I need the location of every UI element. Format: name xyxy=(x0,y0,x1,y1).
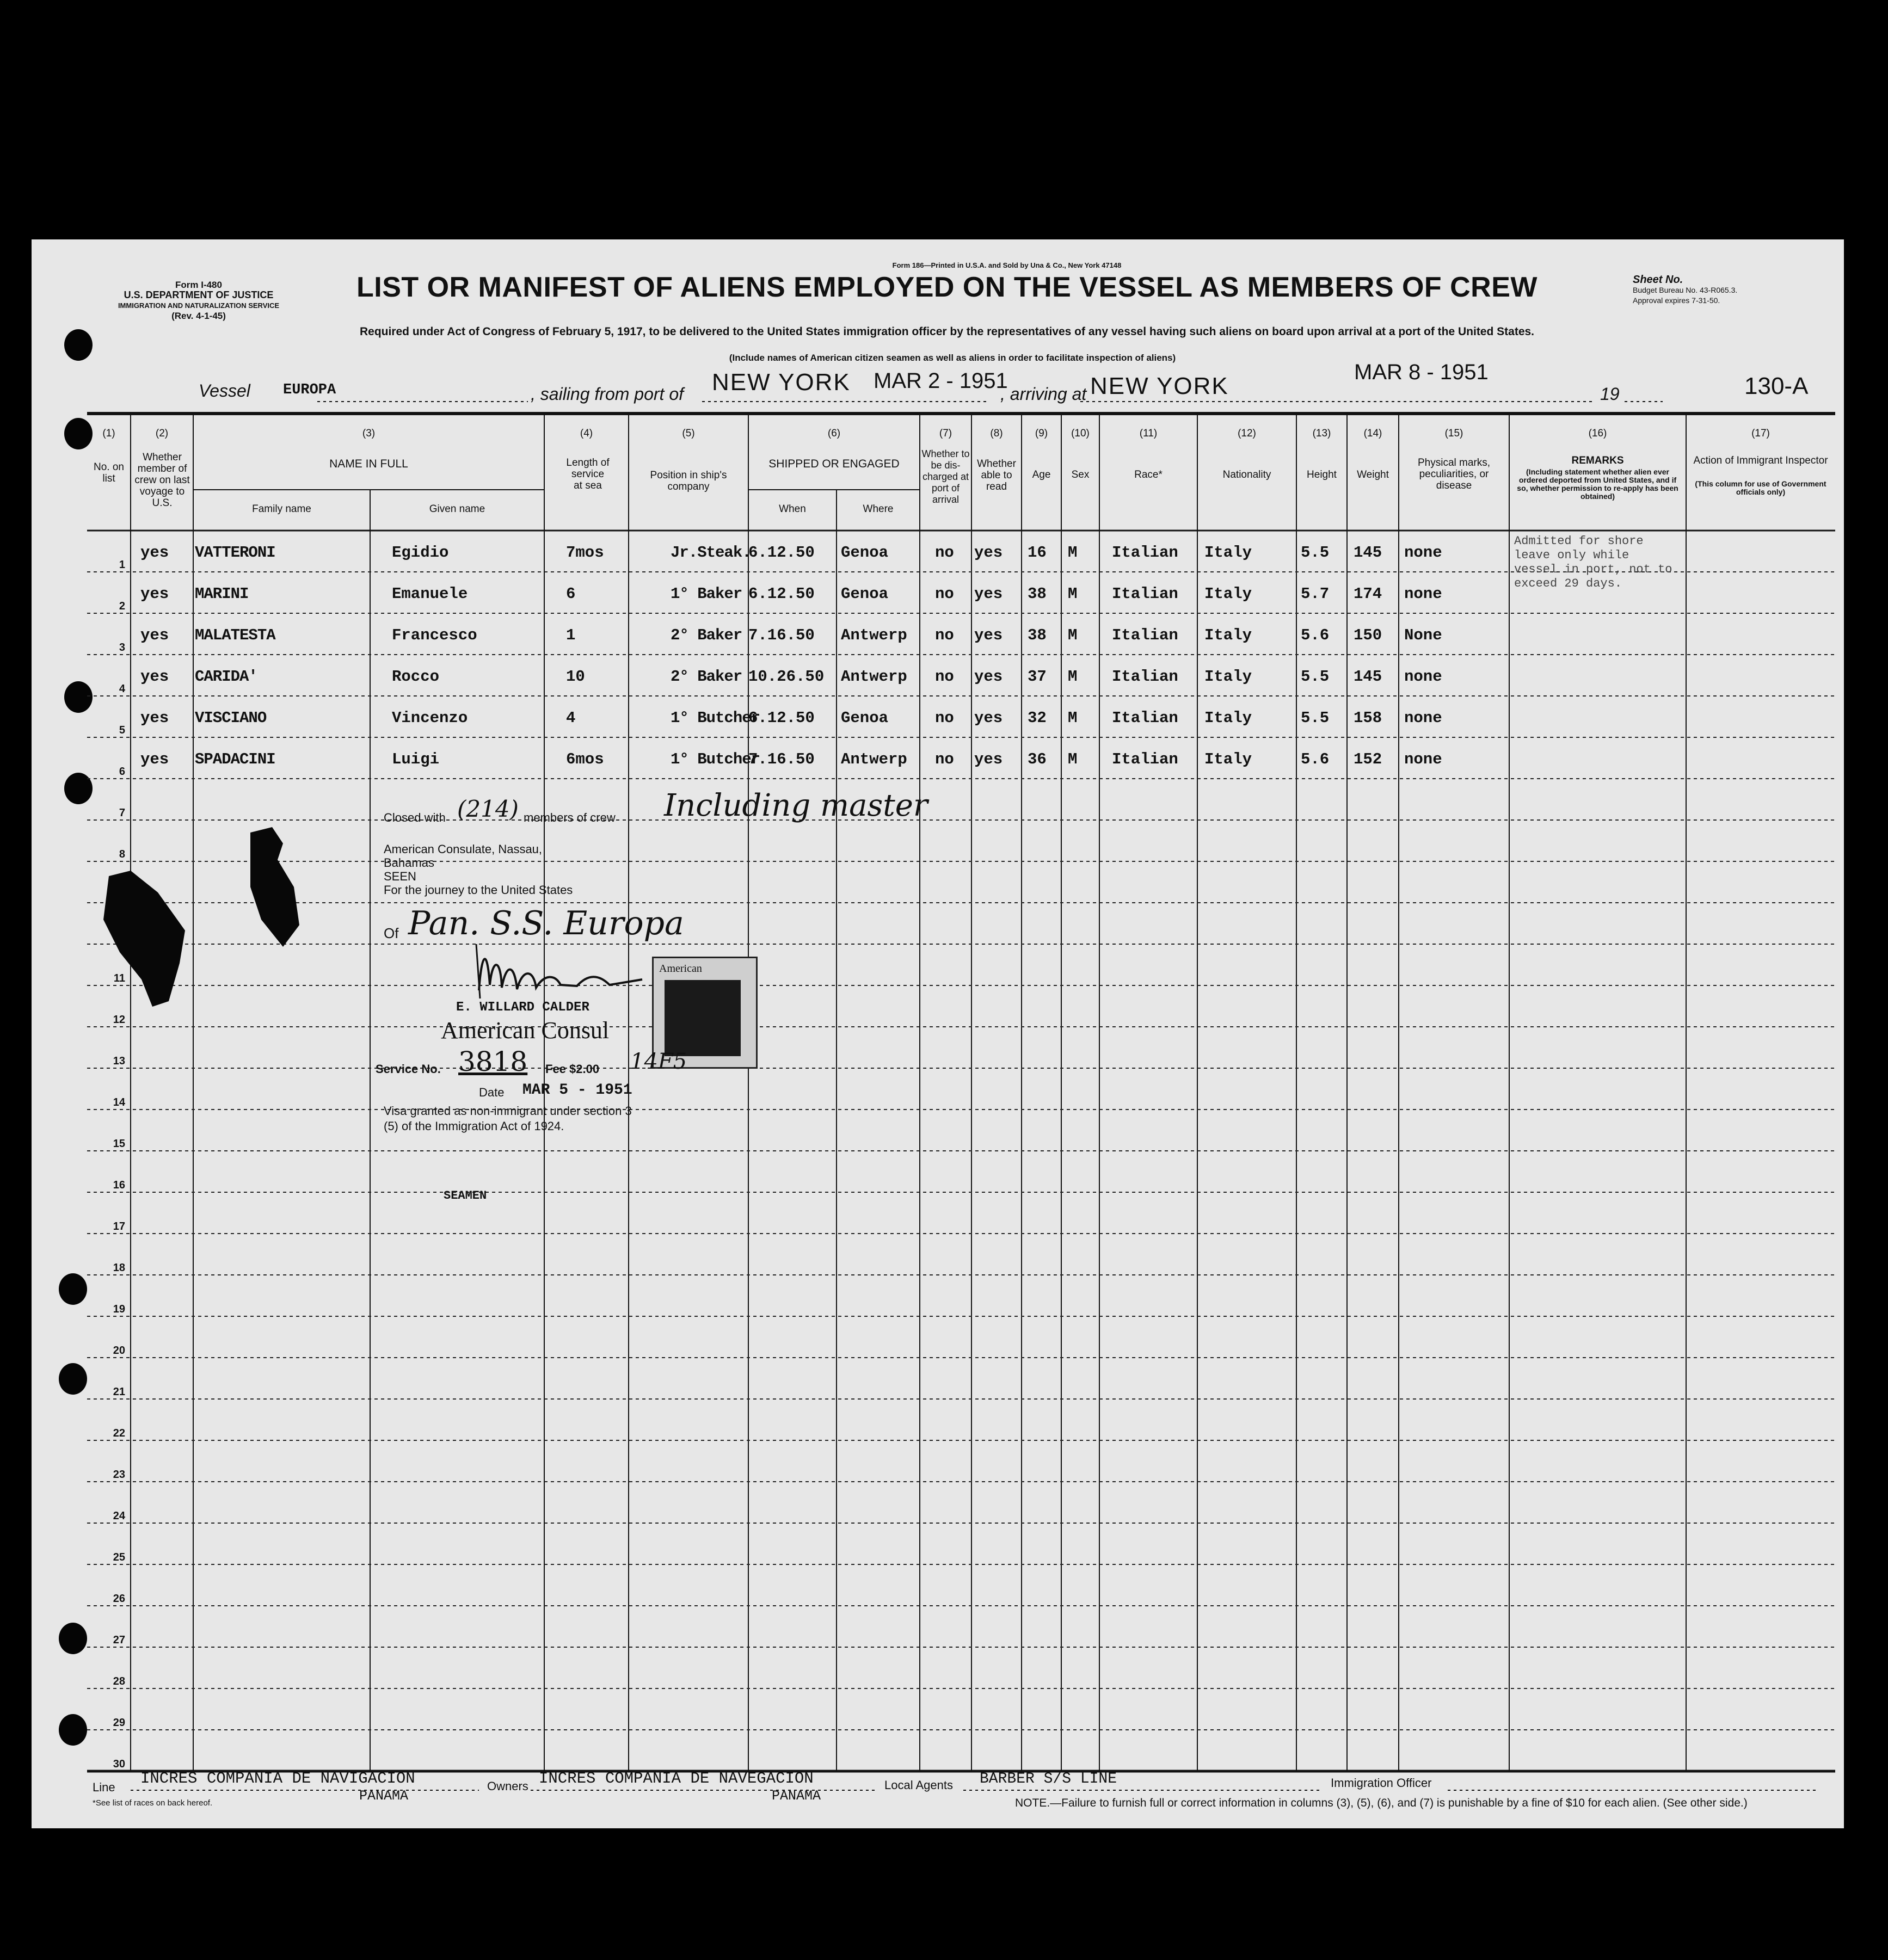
sailing-label: , sailing from port of xyxy=(531,384,684,404)
shipped-where-cell: Genoa xyxy=(841,709,889,727)
nationality-cell: Italy xyxy=(1204,668,1252,686)
position-cell: 1° Baker xyxy=(671,585,742,603)
line-number: 2 xyxy=(119,600,125,612)
header-inspector-action: Action of Immigrant Inspector xyxy=(1693,455,1828,466)
family-name-cell: VISCIANO xyxy=(195,709,267,727)
header-race: Race* xyxy=(1134,469,1163,480)
position-cell: 1° Butcher xyxy=(671,709,760,727)
height-cell: 5.7 xyxy=(1301,585,1330,603)
header-position: Position in ship's company xyxy=(650,470,727,492)
physical-marks-cell: none xyxy=(1404,668,1442,686)
able-to-read-cell: yes xyxy=(974,750,1003,768)
discharged-cell: no xyxy=(935,668,954,686)
line-number: 15 xyxy=(113,1138,125,1150)
header-shipped-or-engaged: SHIPPED OR ENGAGED xyxy=(768,458,900,470)
form-subnote: (Include names of American citizen seamen as well as aliens in order to facilitate inspection of aliens) xyxy=(729,353,1176,363)
service-length-cell: 7mos xyxy=(566,544,604,562)
col-num-3: (3) xyxy=(362,428,376,439)
discharged-cell: no xyxy=(935,585,954,603)
service-length-cell: 10 xyxy=(566,668,585,686)
consulate-name: American Consulate, Nassau, xyxy=(384,842,543,856)
line-number: 8 xyxy=(119,848,125,860)
stamp-journey: For the journey to the United States xyxy=(384,883,573,897)
line-number: 16 xyxy=(113,1179,125,1191)
header-no-on-list: No. on list xyxy=(94,461,124,484)
able-to-read-cell: yes xyxy=(974,668,1003,686)
line-number: 29 xyxy=(113,1717,125,1729)
header-inspector-note: (This column for use of Government officials only) xyxy=(1695,479,1826,496)
previous-voyage-cell: yes xyxy=(140,585,169,603)
service-length-cell: 1 xyxy=(566,626,576,644)
revenue-stamp-label: American xyxy=(659,963,702,975)
shipped-when-cell: 6.12.50 xyxy=(748,585,815,603)
col-num-5: (5) xyxy=(682,428,695,439)
sheet-reference: 130-A xyxy=(1744,373,1809,399)
service-label: Service No. xyxy=(376,1062,441,1076)
physical-marks-cell: None xyxy=(1404,626,1442,644)
weight-cell: 174 xyxy=(1354,585,1382,603)
footer-owners-value: INCRES COMPANIA DE NAVEGACION xyxy=(539,1770,814,1788)
line-number: 22 xyxy=(113,1427,125,1439)
line-number: 21 xyxy=(113,1386,125,1398)
previous-voyage-cell: yes xyxy=(140,709,169,727)
line-number: 5 xyxy=(119,724,125,736)
weight-cell: 145 xyxy=(1354,668,1382,686)
header-remarks: REMARKS xyxy=(1571,455,1624,466)
height-cell: 5.5 xyxy=(1301,709,1330,727)
col-num-15: (15) xyxy=(1444,428,1463,439)
col-num-13: (13) xyxy=(1312,428,1331,439)
footer-line-label: Line xyxy=(93,1780,115,1794)
line-number: 30 xyxy=(113,1758,125,1770)
race-cell: Italian xyxy=(1112,750,1178,768)
nationality-cell: Italy xyxy=(1204,585,1252,603)
shipped-where-cell: Genoa xyxy=(841,585,889,603)
header-length-of-service: Length of service at sea xyxy=(566,457,610,491)
col-num-10: (10) xyxy=(1071,428,1090,439)
visa-text: Visa granted as non-immigrant under section 3 (5) of the Immigration Act of 1924. xyxy=(384,1104,632,1133)
sex-cell: M xyxy=(1068,750,1078,768)
sex-cell: M xyxy=(1068,585,1078,603)
stamp-seen: SEEN xyxy=(384,870,416,883)
footer-note: NOTE.—Failure to furnish full or correct information in columns (3), (5), (6), and (7) is punishable by a fine of $10 for each alien. (See other side.) xyxy=(1015,1797,1748,1809)
sex-cell: M xyxy=(1068,709,1078,727)
previous-voyage-cell: yes xyxy=(140,668,169,686)
header-previous-voyage: Whether member of crew on last voyage to U.S. xyxy=(134,452,190,509)
line-number: 18 xyxy=(113,1262,125,1274)
col-num-1: (1) xyxy=(102,428,115,439)
consul-name: E. WILLARD CALDER xyxy=(456,1000,589,1015)
discharged-cell: no xyxy=(935,544,954,562)
col-num-17: (17) xyxy=(1751,428,1770,439)
age-cell: 38 xyxy=(1028,626,1047,644)
col-num-8: (8) xyxy=(990,428,1003,439)
family-name-cell: MARINI xyxy=(195,585,249,603)
weight-cell: 145 xyxy=(1354,544,1382,562)
line-number: 13 xyxy=(113,1055,125,1067)
footer-officer-label: Immigration Officer xyxy=(1331,1776,1432,1790)
nationality-cell: Italy xyxy=(1204,544,1252,562)
year-label: 19 xyxy=(1600,384,1620,404)
line-number: 26 xyxy=(113,1593,125,1605)
header-where: Where xyxy=(863,503,894,515)
fee-handwritten: 14F5 xyxy=(630,1049,687,1074)
stamp-vessel-handwritten: Pan. S.S. Europa xyxy=(408,904,684,942)
height-cell: 5.5 xyxy=(1301,544,1330,562)
arrival-date: MAR 8 - 1951 xyxy=(1354,360,1489,384)
arriving-label: , arriving at xyxy=(1000,384,1087,404)
sailing-date: MAR 2 - 1951 xyxy=(874,369,1008,393)
form-agency-block: Form I-480 U.S. DEPARTMENT OF JUSTICE IMMIGRATION AND NATURALIZATION SERVICE (Rev. 4-1-45) xyxy=(118,280,280,321)
shipped-when-cell: 7.16.50 xyxy=(748,626,815,644)
given-name-cell: Luigi xyxy=(392,750,440,768)
given-name-cell: Francesco xyxy=(392,626,477,644)
fee-label: Fee $2.00 xyxy=(545,1062,600,1076)
service-number: 3818 xyxy=(458,1046,528,1077)
form-subtitle: Required under Act of Congress of February 5, 1917, to be delivered to the United States immigration officer by the representatives of any vessel having such aliens on board upon arrival at a port of the United States. xyxy=(359,325,1535,338)
line-number: 28 xyxy=(113,1675,125,1687)
stamp-of-label: Of xyxy=(384,925,399,941)
age-cell: 38 xyxy=(1028,585,1047,603)
given-name-cell: Emanuele xyxy=(392,585,468,603)
col-num-9: (9) xyxy=(1035,428,1048,439)
age-cell: 37 xyxy=(1028,668,1047,686)
shipped-when-cell: 7.16.50 xyxy=(748,750,815,768)
race-cell: Italian xyxy=(1112,626,1178,644)
footer-line-place: PANAMA xyxy=(359,1788,409,1804)
family-name-cell: MALATESTA xyxy=(195,626,275,644)
header-nationality: Nationality xyxy=(1222,469,1271,480)
col-num-4: (4) xyxy=(580,428,593,439)
port-to: NEW YORK xyxy=(1090,373,1229,399)
footer-agents-value: BARBER S/S LINE xyxy=(980,1771,1117,1788)
position-cell: 2° Baker xyxy=(671,668,742,686)
port-from: NEW YORK xyxy=(712,369,851,396)
header-physical-marks: Physical marks, peculiarities, or disease xyxy=(1417,457,1491,491)
line-number: 4 xyxy=(119,683,125,695)
line-number: 27 xyxy=(113,1634,125,1646)
physical-marks-cell: none xyxy=(1404,750,1442,768)
age-cell: 32 xyxy=(1028,709,1047,727)
position-cell: 2° Baker xyxy=(671,626,742,644)
line-number: 1 xyxy=(119,559,125,571)
col-num-16: (16) xyxy=(1588,428,1607,439)
line-number: 24 xyxy=(113,1510,125,1522)
previous-voyage-cell: yes xyxy=(140,750,169,768)
service-length-cell: 4 xyxy=(566,709,576,727)
height-cell: 5.6 xyxy=(1301,626,1330,644)
header-name-in-full: NAME IN FULL xyxy=(329,458,408,470)
vessel-label: Vessel xyxy=(199,381,250,400)
line-number: 17 xyxy=(113,1221,125,1232)
col-num-11: (11) xyxy=(1139,428,1158,439)
previous-voyage-cell: yes xyxy=(140,626,169,644)
form-title: LIST OR MANIFEST OF ALIENS EMPLOYED ON THE VESSEL AS MEMBERS OF CREW xyxy=(356,272,1538,303)
line-number: 23 xyxy=(113,1469,125,1481)
age-cell: 36 xyxy=(1028,750,1047,768)
physical-marks-cell: none xyxy=(1404,544,1442,562)
consul-title: American Consul xyxy=(441,1017,610,1044)
able-to-read-cell: yes xyxy=(974,709,1003,727)
line-number: 20 xyxy=(113,1345,125,1357)
remarks-shore-leave: Admitted for shore leave only while vessel in port, not to exceed 29 days. xyxy=(1514,534,1672,590)
discharged-cell: no xyxy=(935,626,954,644)
sex-cell: M xyxy=(1068,544,1078,562)
col-num-2: (2) xyxy=(155,428,169,439)
header-when: When xyxy=(779,503,806,515)
height-cell: 5.6 xyxy=(1301,750,1330,768)
footer-line-value: INCRES COMPANIA DE NAVIGACION xyxy=(140,1770,415,1788)
shipped-where-cell: Antwerp xyxy=(841,626,907,644)
footer-owners-place: PANAMA xyxy=(772,1788,821,1804)
header-height: Height xyxy=(1307,469,1337,480)
able-to-read-cell: yes xyxy=(974,544,1003,562)
vessel-name: EUROPA xyxy=(283,382,336,398)
footer-owners-label: Owners xyxy=(487,1779,528,1793)
family-name-cell: VATTERONI xyxy=(195,544,275,562)
shipped-when-cell: 6.12.50 xyxy=(748,709,815,727)
able-to-read-cell: yes xyxy=(974,626,1003,644)
including-master-note: Including master xyxy=(664,788,928,823)
line-number: 19 xyxy=(113,1303,125,1315)
line-number: 14 xyxy=(113,1096,125,1108)
nationality-cell: Italy xyxy=(1204,709,1252,727)
race-cell: Italian xyxy=(1112,668,1178,686)
consulate-place: Bahamas xyxy=(384,856,434,870)
line-number: 7 xyxy=(119,807,125,819)
age-cell: 16 xyxy=(1028,544,1047,562)
header-age: Age xyxy=(1032,469,1051,480)
footer-races-note: *See list of races on back hereof. xyxy=(93,1798,213,1808)
previous-voyage-cell: yes xyxy=(140,544,169,562)
header-given-name: Given name xyxy=(429,503,485,515)
shipped-where-cell: Genoa xyxy=(841,544,889,562)
race-cell: Italian xyxy=(1112,709,1178,727)
sex-cell: M xyxy=(1068,626,1078,644)
col-num-14: (14) xyxy=(1363,428,1382,439)
crew-count: (214) xyxy=(457,796,519,822)
given-name-cell: Egidio xyxy=(392,544,449,562)
shipped-when-cell: 6.12.50 xyxy=(748,544,815,562)
line-number: 25 xyxy=(113,1551,125,1563)
stamp-date: MAR 5 - 1951 xyxy=(522,1082,632,1099)
col-num-6: (6) xyxy=(827,428,841,439)
line-number: 3 xyxy=(119,642,125,654)
service-length-cell: 6 xyxy=(566,585,576,603)
shipped-where-cell: Antwerp xyxy=(841,668,907,686)
position-cell: Jr.Steak. xyxy=(671,544,751,562)
line-number: 12 xyxy=(113,1014,125,1026)
closed-with-label: Closed with xyxy=(384,811,446,824)
col-num-12: (12) xyxy=(1238,428,1256,439)
footer-agents-label: Local Agents xyxy=(884,1778,953,1792)
able-to-read-cell: yes xyxy=(974,585,1003,603)
header-remarks-note: (Including statement whether alien ever ordered deported from United States, and if so, whether permission to re-apply has been obtained) xyxy=(1517,467,1678,501)
shipped-when-cell: 10.26.50 xyxy=(748,668,825,686)
race-cell: Italian xyxy=(1112,585,1178,603)
line-number: 11 xyxy=(113,972,125,984)
physical-marks-cell: none xyxy=(1404,585,1442,603)
height-cell: 5.5 xyxy=(1301,668,1330,686)
header-discharged: Whether to be dis-charged at port of arrival xyxy=(921,448,970,505)
header-family-name: Family name xyxy=(252,503,311,515)
given-name-cell: Rocco xyxy=(392,668,440,686)
line-number: 6 xyxy=(119,766,125,778)
given-name-cell: Vincenzo xyxy=(392,709,468,727)
seamen-label: SEAMEN xyxy=(444,1189,487,1203)
nationality-cell: Italy xyxy=(1204,750,1252,768)
race-cell: Italian xyxy=(1112,544,1178,562)
discharged-cell: no xyxy=(935,750,954,768)
family-name-cell: SPADACINI xyxy=(195,750,275,768)
members-of-crew-label: members of crew xyxy=(524,811,616,824)
physical-marks-cell: none xyxy=(1404,709,1442,727)
position-cell: 1° Butcher xyxy=(671,750,760,768)
sheet-info: Sheet No. Budget Bureau No. 43-R065.3. Approval expires 7-31-50. xyxy=(1633,274,1738,305)
printer-line: Form 186—Printed in U.S.A. and Sold by Una & Co., New York 47148 xyxy=(892,261,1122,269)
date-label: Date xyxy=(479,1086,505,1099)
weight-cell: 150 xyxy=(1354,626,1382,644)
col-num-7: (7) xyxy=(939,428,952,439)
shipped-where-cell: Antwerp xyxy=(841,750,907,768)
header-able-to-read: Whether able to read xyxy=(977,458,1016,492)
weight-cell: 158 xyxy=(1354,709,1382,727)
discharged-cell: no xyxy=(935,709,954,727)
family-name-cell: CARIDA' xyxy=(195,668,257,686)
header-weight: Weight xyxy=(1357,469,1389,480)
service-length-cell: 6mos xyxy=(566,750,604,768)
nationality-cell: Italy xyxy=(1204,626,1252,644)
weight-cell: 152 xyxy=(1354,750,1382,768)
header-sex: Sex xyxy=(1071,469,1090,480)
sex-cell: M xyxy=(1068,668,1078,686)
